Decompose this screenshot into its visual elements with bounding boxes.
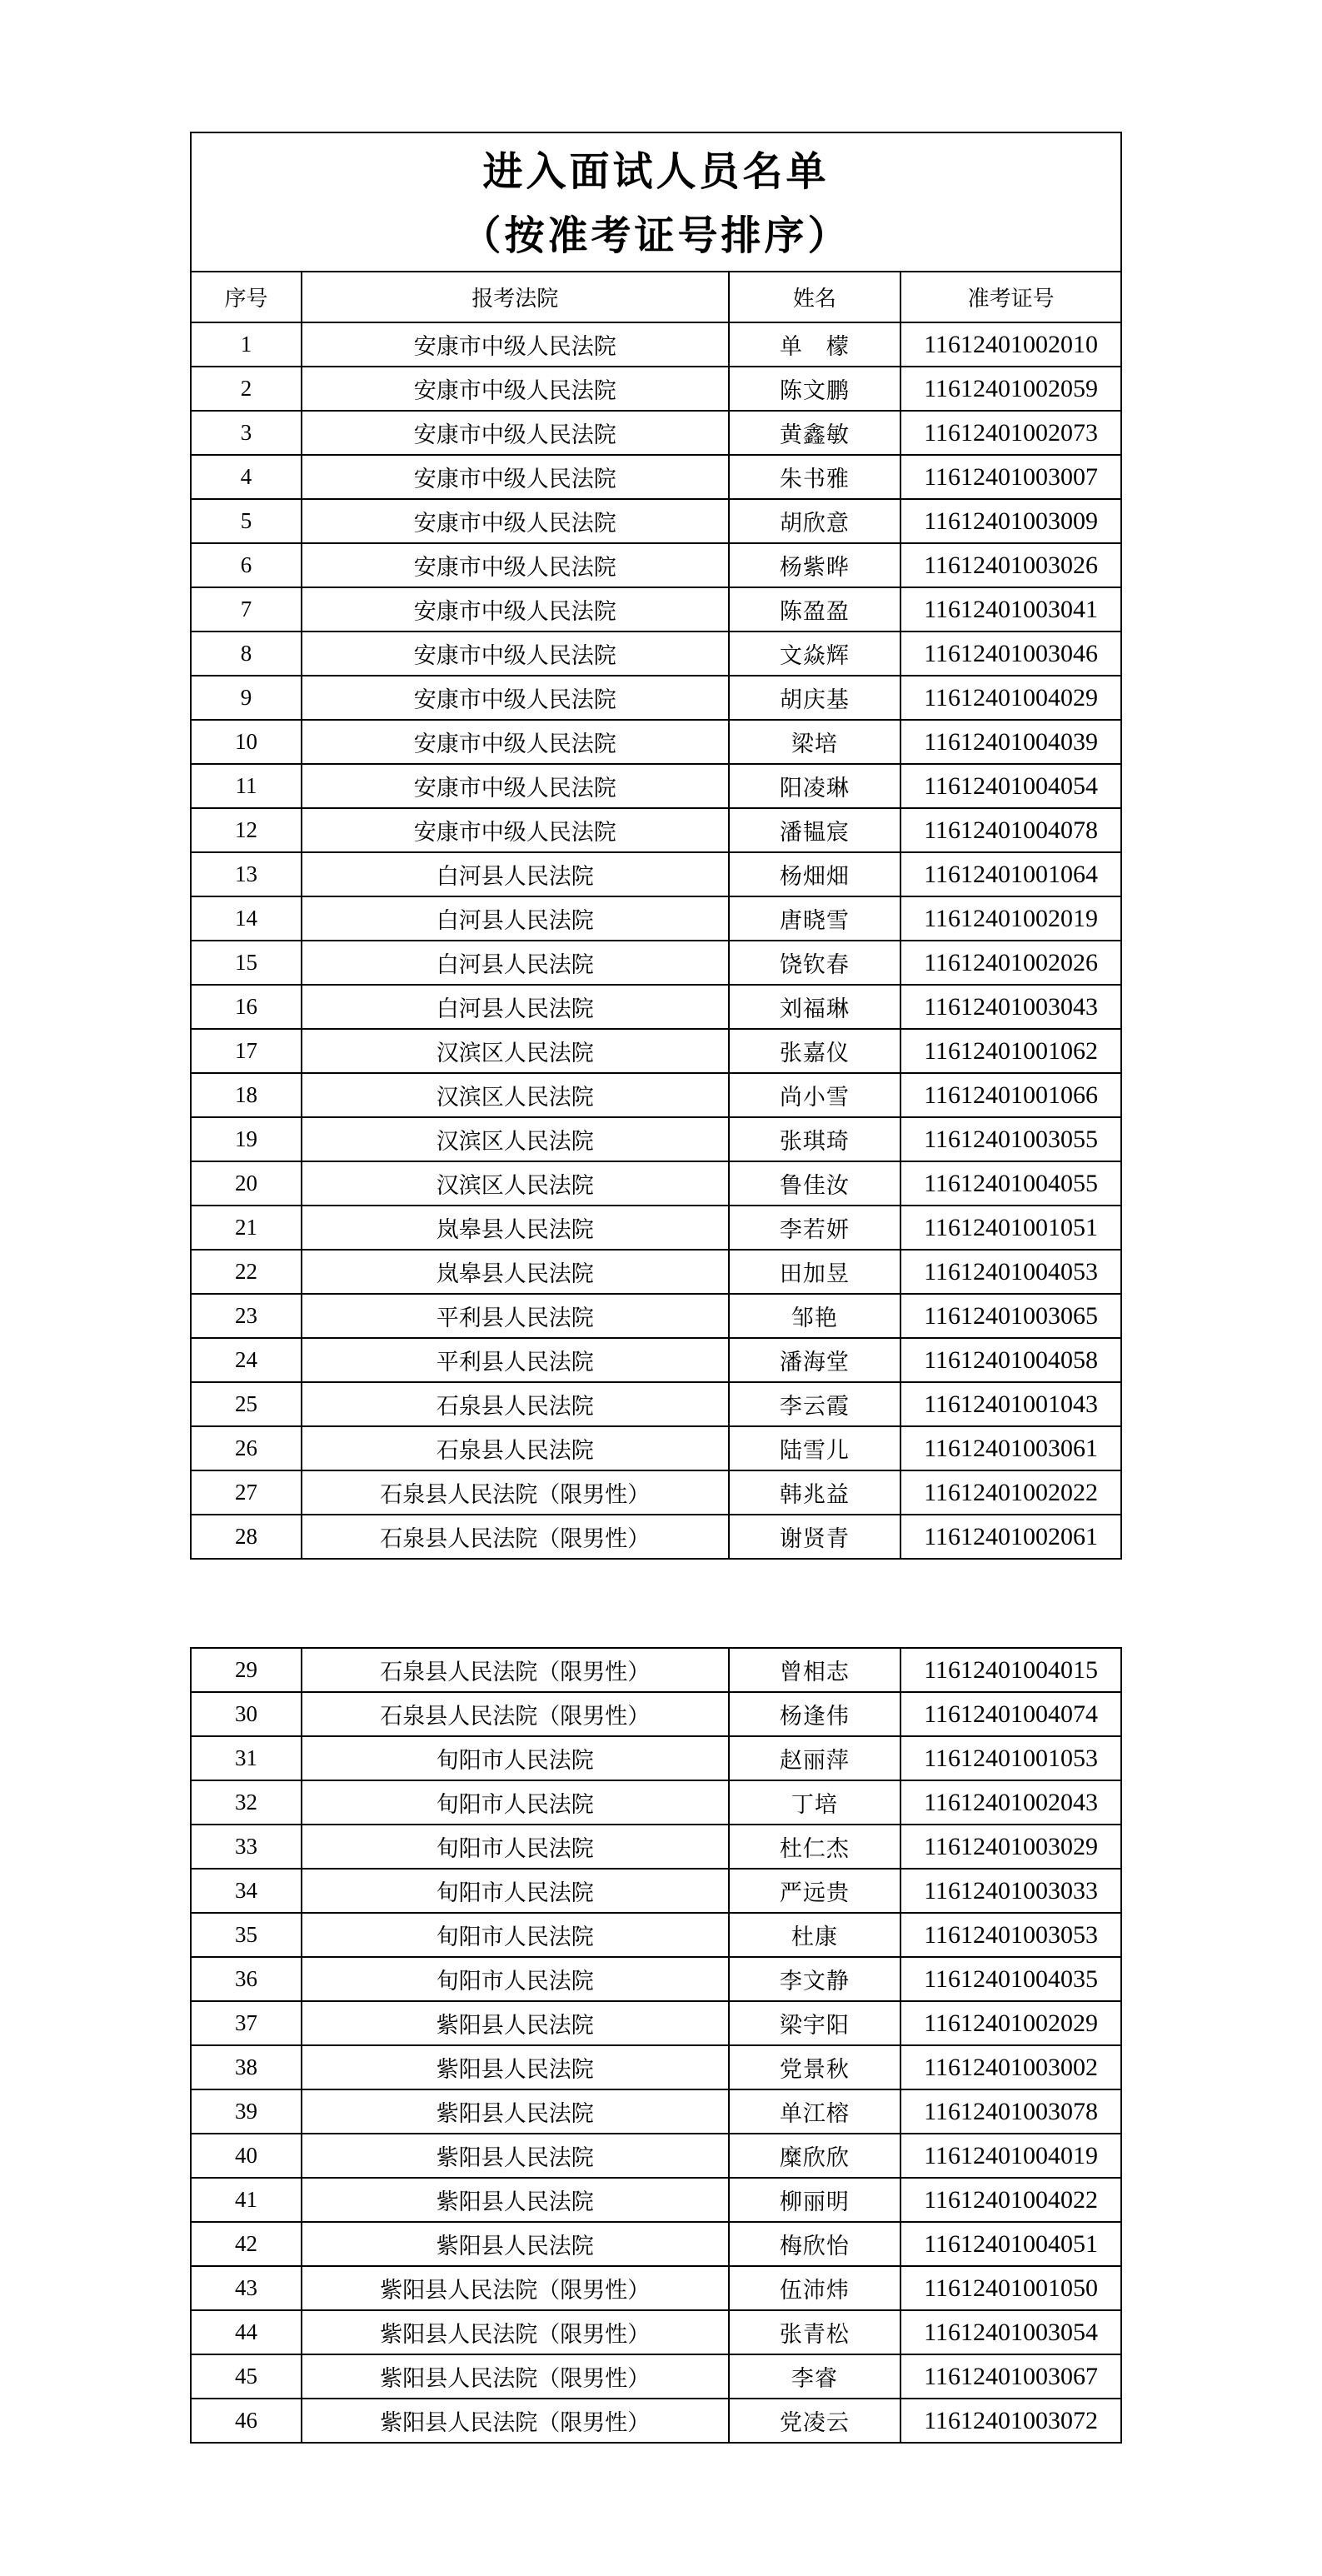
- cell-index: 26: [191, 1426, 302, 1470]
- cell-court: 紫阳县人民法院（限男性）: [302, 2266, 729, 2310]
- cell-index: 3: [191, 411, 302, 455]
- table-row: [191, 2089, 1121, 2134]
- cell-index: 41: [191, 2178, 302, 2222]
- cell-ticket: 11612401003054: [900, 2310, 1121, 2354]
- cell-court: 旬阳市人民法院: [302, 1869, 729, 1913]
- page-subtitle: （按准考证号排序）: [461, 214, 851, 259]
- cell-name: 梅欣怡: [729, 2222, 901, 2266]
- cell-court: 石泉县人民法院（限男性）: [302, 1470, 729, 1515]
- cell-court: 安康市中级人民法院: [302, 676, 729, 720]
- table-row: [191, 1736, 1121, 1780]
- cell-ticket: 11612401001051: [900, 1206, 1121, 1250]
- cell-name: 梁宇阳: [729, 2001, 901, 2045]
- cell-name: 梁培: [729, 720, 901, 764]
- table-row: [191, 1029, 1121, 1073]
- table-row: [191, 2310, 1121, 2354]
- cell-court: 汉滨区人民法院: [302, 1117, 729, 1161]
- table-row: [191, 1957, 1121, 2001]
- cell-name: 丁培: [729, 1780, 901, 1825]
- cell-index: 31: [191, 1736, 302, 1780]
- cell-name: 潘韫宸: [729, 808, 901, 852]
- table-row: [191, 499, 1121, 543]
- cell-name: 柳丽明: [729, 2178, 901, 2222]
- cell-index: 42: [191, 2222, 302, 2266]
- cell-ticket: 11612401004078: [900, 808, 1121, 852]
- cell-court: 安康市中级人民法院: [302, 455, 729, 499]
- cell-court: 汉滨区人民法院: [302, 1073, 729, 1117]
- cell-court: 石泉县人民法院（限男性）: [302, 1692, 729, 1736]
- cell-court: 石泉县人民法院（限男性）: [302, 1515, 729, 1559]
- table-row: [191, 808, 1121, 852]
- cell-court: 安康市中级人民法院: [302, 587, 729, 632]
- table-row: [191, 1206, 1121, 1250]
- cell-index: 4: [191, 455, 302, 499]
- cell-index: 17: [191, 1029, 302, 1073]
- table-row: [191, 632, 1121, 676]
- cell-court: 紫阳县人民法院: [302, 2001, 729, 2045]
- cell-index: 11: [191, 764, 302, 808]
- cell-court: 安康市中级人民法院: [302, 499, 729, 543]
- cell-name: 杨畑畑: [729, 852, 901, 896]
- cell-ticket: 11612401003053: [900, 1913, 1121, 1957]
- table-body-rows-1-28: [191, 322, 1121, 1559]
- cell-index: 10: [191, 720, 302, 764]
- cell-index: 38: [191, 2045, 302, 2089]
- cell-name: 单 檬: [729, 322, 901, 367]
- title-container: [192, 133, 1120, 271]
- cell-index: 27: [191, 1470, 302, 1515]
- cell-court: 旬阳市人民法院: [302, 1825, 729, 1869]
- cell-index: 14: [191, 896, 302, 941]
- cell-name: 赵丽萍: [729, 1736, 901, 1780]
- cell-ticket: 11612401003041: [900, 587, 1121, 632]
- table-row: [191, 1913, 1121, 1957]
- cell-name: 胡欣意: [729, 499, 901, 543]
- cell-ticket: 11612401004055: [900, 1161, 1121, 1206]
- cell-ticket: 11612401003078: [900, 2089, 1121, 2134]
- table-row: [191, 455, 1121, 499]
- cell-name: 李文静: [729, 1957, 901, 2001]
- cell-name: 张嘉仪: [729, 1029, 901, 1073]
- cell-name: 田加昱: [729, 1250, 901, 1294]
- cell-ticket: 11612401003055: [900, 1117, 1121, 1161]
- cell-court: 石泉县人民法院: [302, 1426, 729, 1470]
- table-row: [191, 1426, 1121, 1470]
- cell-ticket: 11612401004051: [900, 2222, 1121, 2266]
- cell-name: 党凌云: [729, 2399, 901, 2443]
- cell-ticket: 11612401003007: [900, 455, 1121, 499]
- cell-court: 紫阳县人民法院: [302, 2222, 729, 2266]
- cell-name: 严远贵: [729, 1869, 901, 1913]
- cell-ticket: 11612401004019: [900, 2134, 1121, 2178]
- cell-ticket: 11612401001043: [900, 1382, 1121, 1426]
- cell-court: 平利县人民法院: [302, 1338, 729, 1382]
- cell-index: 25: [191, 1382, 302, 1426]
- cell-name: 伍沛炜: [729, 2266, 901, 2310]
- table-row: [191, 1692, 1121, 1736]
- table-row: [191, 411, 1121, 455]
- cell-court: 紫阳县人民法院: [302, 2134, 729, 2178]
- cell-ticket: 11612401003067: [900, 2354, 1121, 2399]
- cell-index: 33: [191, 1825, 302, 1869]
- cell-ticket: 11612401004053: [900, 1250, 1121, 1294]
- cell-court: 旬阳市人民法院: [302, 1780, 729, 1825]
- cell-court: 安康市中级人民法院: [302, 411, 729, 455]
- table-row: [191, 1869, 1121, 1913]
- cell-court: 安康市中级人民法院: [302, 367, 729, 411]
- interview-list-table: [190, 132, 1122, 1560]
- table-row: [191, 2266, 1121, 2310]
- cell-name: 朱书雅: [729, 455, 901, 499]
- cell-index: 21: [191, 1206, 302, 1250]
- cell-index: 28: [191, 1515, 302, 1559]
- cell-ticket: 11612401004074: [900, 1692, 1121, 1736]
- table-row: [191, 1470, 1121, 1515]
- cell-court: 紫阳县人民法院（限男性）: [302, 2310, 729, 2354]
- cell-ticket: 11612401003061: [900, 1426, 1121, 1470]
- cell-court: 旬阳市人民法院: [302, 1736, 729, 1780]
- table-body-rows-29-46: [191, 1648, 1121, 2443]
- table-row: [191, 985, 1121, 1029]
- cell-ticket: 11612401004022: [900, 2178, 1121, 2222]
- cell-name: 潘海堂: [729, 1338, 901, 1382]
- cell-index: 36: [191, 1957, 302, 2001]
- cell-court: 安康市中级人民法院: [302, 322, 729, 367]
- cell-name: 杜仁杰: [729, 1825, 901, 1869]
- cell-index: 24: [191, 1338, 302, 1382]
- cell-name: 糜欣欣: [729, 2134, 901, 2178]
- cell-ticket: 11612401004035: [900, 1957, 1121, 2001]
- cell-index: 35: [191, 1913, 302, 1957]
- column-header-court: 报考法院: [302, 272, 729, 322]
- table-row: [191, 587, 1121, 632]
- table-row: [191, 2001, 1121, 2045]
- cell-index: 23: [191, 1294, 302, 1338]
- cell-ticket: 11612401003026: [900, 543, 1121, 587]
- cell-name: 刘福琳: [729, 985, 901, 1029]
- cell-index: 19: [191, 1117, 302, 1161]
- cell-index: 22: [191, 1250, 302, 1294]
- cell-court: 白河县人民法院: [302, 985, 729, 1029]
- title-row: [191, 132, 1121, 272]
- cell-index: 8: [191, 632, 302, 676]
- cell-name: 陈盈盈: [729, 587, 901, 632]
- cell-name: 张琪琦: [729, 1117, 901, 1161]
- cell-name: 李若妍: [729, 1206, 901, 1250]
- cell-name: 李云霞: [729, 1382, 901, 1426]
- table-row: [191, 1382, 1121, 1426]
- cell-name: 邹艳: [729, 1294, 901, 1338]
- cell-index: 9: [191, 676, 302, 720]
- table-row: [191, 764, 1121, 808]
- cell-index: 39: [191, 2089, 302, 2134]
- cell-ticket: 11612401002019: [900, 896, 1121, 941]
- cell-name: 阳凌琳: [729, 764, 901, 808]
- cell-index: 15: [191, 941, 302, 985]
- cell-court: 汉滨区人民法院: [302, 1029, 729, 1073]
- cell-court: 紫阳县人民法院（限男性）: [302, 2399, 729, 2443]
- cell-ticket: 11612401002073: [900, 411, 1121, 455]
- cell-ticket: 11612401003043: [900, 985, 1121, 1029]
- cell-court: 安康市中级人民法院: [302, 720, 729, 764]
- cell-name: 李睿: [729, 2354, 901, 2399]
- cell-ticket: 11612401002026: [900, 941, 1121, 985]
- cell-index: 6: [191, 543, 302, 587]
- table-row: [191, 1117, 1121, 1161]
- cell-ticket: 11612401004039: [900, 720, 1121, 764]
- table-block-2: [190, 1647, 1122, 2444]
- cell-index: 16: [191, 985, 302, 1029]
- table-row: [191, 2178, 1121, 2222]
- cell-name: 文焱辉: [729, 632, 901, 676]
- column-header-index: 序号: [191, 272, 302, 322]
- cell-ticket: 11612401002010: [900, 322, 1121, 367]
- cell-name: 张青松: [729, 2310, 901, 2354]
- cell-ticket: 11612401002043: [900, 1780, 1121, 1825]
- cell-court: 旬阳市人民法院: [302, 1957, 729, 2001]
- cell-index: 37: [191, 2001, 302, 2045]
- cell-ticket: 11612401001064: [900, 852, 1121, 896]
- cell-court: 白河县人民法院: [302, 941, 729, 985]
- cell-name: 单江榕: [729, 2089, 901, 2134]
- cell-index: 5: [191, 499, 302, 543]
- cell-ticket: 11612401003009: [900, 499, 1121, 543]
- cell-ticket: 11612401002059: [900, 367, 1121, 411]
- table-header-row: [191, 272, 1121, 322]
- cell-court: 岚皋县人民法院: [302, 1206, 729, 1250]
- cell-court: 安康市中级人民法院: [302, 764, 729, 808]
- cell-index: 46: [191, 2399, 302, 2443]
- cell-court: 岚皋县人民法院: [302, 1250, 729, 1294]
- table-row: [191, 1780, 1121, 1825]
- cell-ticket: 11612401003033: [900, 1869, 1121, 1913]
- cell-index: 29: [191, 1648, 302, 1692]
- cell-court: 安康市中级人民法院: [302, 808, 729, 852]
- cell-name: 唐晓雪: [729, 896, 901, 941]
- cell-court: 汉滨区人民法院: [302, 1161, 729, 1206]
- table-row: [191, 676, 1121, 720]
- cell-ticket: 11612401001066: [900, 1073, 1121, 1117]
- cell-ticket: 11612401001050: [900, 2266, 1121, 2310]
- cell-ticket: 11612401002061: [900, 1515, 1121, 1559]
- table-row: [191, 2045, 1121, 2089]
- table-row: [191, 322, 1121, 367]
- column-header-name: 姓名: [729, 272, 901, 322]
- cell-name: 黄鑫敏: [729, 411, 901, 455]
- cell-index: 7: [191, 587, 302, 632]
- cell-court: 紫阳县人民法院: [302, 2178, 729, 2222]
- title-cell: [191, 132, 1121, 272]
- cell-ticket: 11612401001053: [900, 1736, 1121, 1780]
- cell-ticket: 11612401003029: [900, 1825, 1121, 1869]
- cell-name: 鲁佳汝: [729, 1161, 901, 1206]
- interview-list-table-continued: [190, 1647, 1122, 2444]
- cell-index: 1: [191, 322, 302, 367]
- table-row: [191, 896, 1121, 941]
- cell-court: 旬阳市人民法院: [302, 1913, 729, 1957]
- table-row: [191, 720, 1121, 764]
- cell-court: 紫阳县人民法院: [302, 2045, 729, 2089]
- table-row: [191, 1294, 1121, 1338]
- cell-name: 饶钦春: [729, 941, 901, 985]
- cell-court: 石泉县人民法院: [302, 1382, 729, 1426]
- cell-index: 13: [191, 852, 302, 896]
- cell-index: 18: [191, 1073, 302, 1117]
- table-row: [191, 2399, 1121, 2443]
- page-title: 进入面试人员名单: [482, 149, 830, 194]
- table-row: [191, 367, 1121, 411]
- cell-ticket: 11612401004054: [900, 764, 1121, 808]
- cell-name: 谢贤青: [729, 1515, 901, 1559]
- cell-name: 陈文鹏: [729, 367, 901, 411]
- cell-ticket: 11612401003046: [900, 632, 1121, 676]
- cell-name: 韩兆益: [729, 1470, 901, 1515]
- cell-index: 32: [191, 1780, 302, 1825]
- cell-name: 党景秋: [729, 2045, 901, 2089]
- cell-index: 30: [191, 1692, 302, 1736]
- table-row: [191, 543, 1121, 587]
- cell-name: 尚小雪: [729, 1073, 901, 1117]
- cell-ticket: 11612401003065: [900, 1294, 1121, 1338]
- cell-court: 紫阳县人民法院: [302, 2089, 729, 2134]
- table-row: [191, 1338, 1121, 1382]
- cell-index: 40: [191, 2134, 302, 2178]
- cell-ticket: 11612401004058: [900, 1338, 1121, 1382]
- cell-court: 白河县人民法院: [302, 896, 729, 941]
- cell-ticket: 11612401001062: [900, 1029, 1121, 1073]
- table-row: [191, 852, 1121, 896]
- cell-name: 杜康: [729, 1913, 901, 1957]
- cell-name: 杨逢伟: [729, 1692, 901, 1736]
- table-row: [191, 1515, 1121, 1559]
- cell-index: 44: [191, 2310, 302, 2354]
- cell-index: 34: [191, 1869, 302, 1913]
- cell-court: 白河县人民法院: [302, 852, 729, 896]
- column-header-ticket: 准考证号: [900, 272, 1121, 322]
- cell-name: 杨紫晔: [729, 543, 901, 587]
- cell-index: 2: [191, 367, 302, 411]
- table-row: [191, 2134, 1121, 2178]
- cell-court: 紫阳县人民法院（限男性）: [302, 2354, 729, 2399]
- table-row: [191, 2354, 1121, 2399]
- cell-ticket: 11612401003072: [900, 2399, 1121, 2443]
- cell-name: 陆雪儿: [729, 1426, 901, 1470]
- cell-ticket: 11612401003002: [900, 2045, 1121, 2089]
- table-row: [191, 1648, 1121, 1692]
- cell-ticket: 11612401004015: [900, 1648, 1121, 1692]
- cell-court: 安康市中级人民法院: [302, 543, 729, 587]
- table-row: [191, 2222, 1121, 2266]
- cell-name: 曾相志: [729, 1648, 901, 1692]
- cell-index: 20: [191, 1161, 302, 1206]
- cell-court: 平利县人民法院: [302, 1294, 729, 1338]
- table-row: [191, 1073, 1121, 1117]
- table-row: [191, 1161, 1121, 1206]
- cell-index: 12: [191, 808, 302, 852]
- cell-court: 安康市中级人民法院: [302, 632, 729, 676]
- cell-ticket: 11612401004029: [900, 676, 1121, 720]
- table-row: [191, 1250, 1121, 1294]
- cell-name: 胡庆基: [729, 676, 901, 720]
- cell-index: 43: [191, 2266, 302, 2310]
- table-row: [191, 1825, 1121, 1869]
- cell-court: 石泉县人民法院（限男性）: [302, 1648, 729, 1692]
- table-block-1: [190, 132, 1122, 1560]
- cell-ticket: 11612401002029: [900, 2001, 1121, 2045]
- table-row: [191, 941, 1121, 985]
- cell-ticket: 11612401002022: [900, 1470, 1121, 1515]
- cell-index: 45: [191, 2354, 302, 2399]
